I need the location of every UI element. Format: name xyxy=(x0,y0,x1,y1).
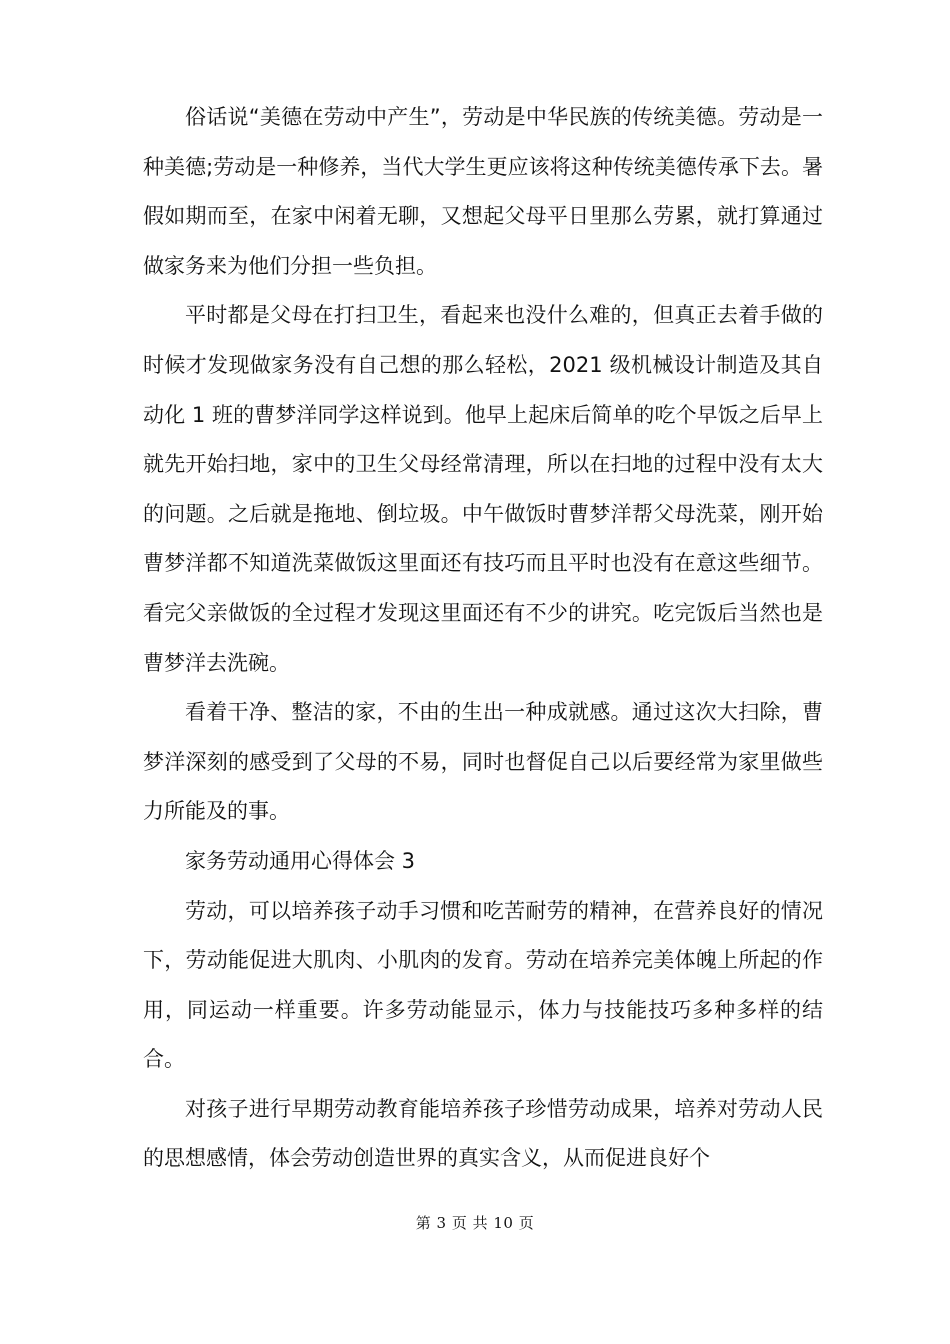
paragraph-4: 劳动，可以培养孩子动手习惯和吃苦耐劳的精神，在营养良好的情况下，劳动能促进大肌肉、小肌肉的发育。劳动在培养完美体魄上所起的作用，同运动一样重要。许多劳动能显示，体力与技能技巧多种多样的结合。 xyxy=(143,898,823,1072)
page-footer: 第 3 页 共 10 页 xyxy=(415,1214,535,1232)
paragraph-3: 看着干净、整洁的家，不由的生出一种成就感。通过这次大扫除，曹梦洋深刻的感受到了父母的不易，同时也督促自己以后要经常为家里做些力所能及的事。 xyxy=(143,700,823,824)
paragraph-2: 平时都是父母在打扫卫生，看起来也没什么难的，但真正去着手做的时候才发现做家务没有自己想的那么轻松，2021 级机械设计制造及其自动化 1 班的曹梦洋同学这样说到。他早上起床后简单的吃个早饭之后早上就先开始扫地，家中的卫生父母经常清理，所以在扫地的过程中没有太大的问题。之后就是拖地、倒垃圾。中午做饭时曹梦洋帮父母洗菜，刚开始曹梦洋都不知道洗菜做饭这里面还有技巧而且平时也没有在意这些细节。看完父亲做饭的全过程才发现这里面还有不少的讲究。吃完饭后当然也是曹梦洋去洗碗。 xyxy=(143,303,823,675)
paragraph-1: 俗话说“美德在劳动中产生”，劳动是中华民族的传统美德。劳动是一种美德;劳动是一种修养，当代大学生更应该将这种传统美德传承下去。暑假如期而至，在家中闲着无聊，又想起父母平日里那么劳累，就打算通过做家务来为他们分担一些负担。 xyxy=(143,105,823,278)
section-heading: 家务劳动通用心得体会 3 xyxy=(185,848,416,873)
document-body xyxy=(143,93,823,1184)
paragraph-5: 对孩子进行早期劳动教育能培养孩子珍惜劳动成果，培养对劳动人民的思想感情，体会劳动创造世界的真实含义，从而促进良好个 xyxy=(143,1096,823,1171)
